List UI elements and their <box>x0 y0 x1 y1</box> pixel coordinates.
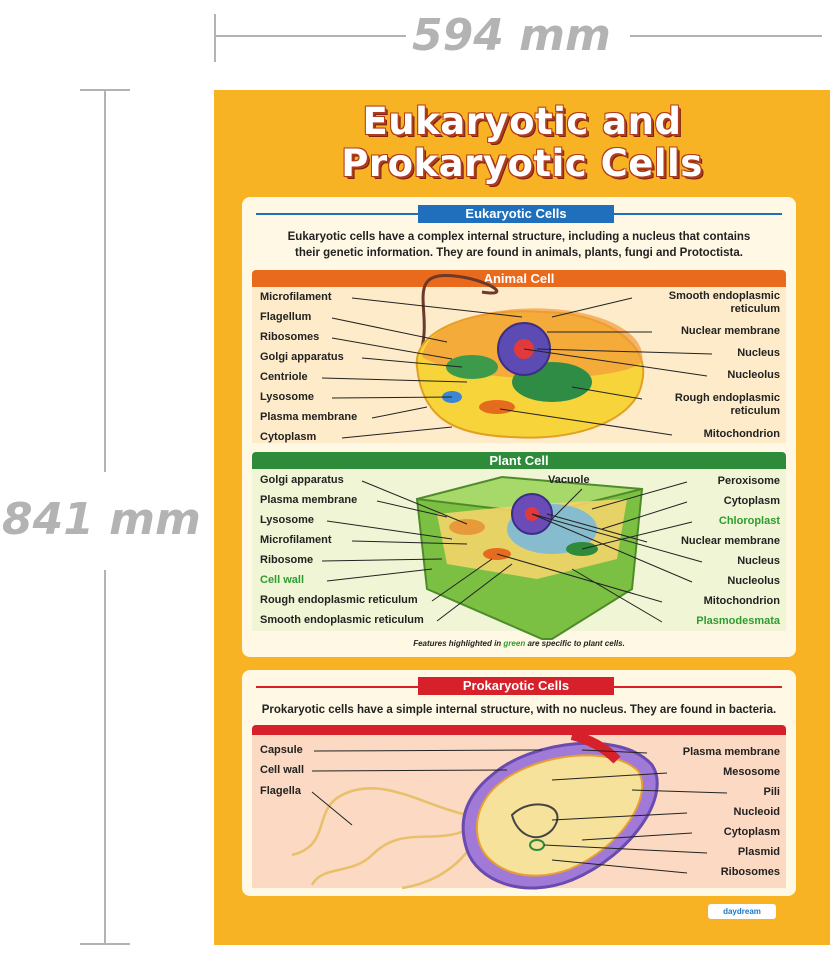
plant-label-cytoplasm: Cytoplasm <box>723 495 780 507</box>
animal-cell-heading: Animal Cell <box>252 270 786 287</box>
plant-label-ribosome: Ribosome <box>260 554 314 566</box>
plant-label-nucleus: Nucleus <box>737 555 780 567</box>
prokaryote-label-mesosome: Mesosome <box>723 766 780 778</box>
eukaryotic-heading: Eukaryotic Cells <box>418 205 614 223</box>
animal-label-mitochondrion: Mitochondrion <box>703 428 780 440</box>
animal-label-rough-er: Rough endoplasmic reticulum <box>674 392 780 417</box>
daydream-logo: daydream <box>708 904 776 919</box>
prokaryotic-description: Prokaryotic cells have a simple internal structure, with no nucleus. They are found in bacteria. <box>261 704 777 716</box>
width-dimension-tick-left <box>214 14 216 62</box>
animal-cell-mitochondrion <box>479 400 515 414</box>
animal-label-cytoplasm: Cytoplasm <box>260 431 317 443</box>
prokaryotic-panel <box>242 670 796 896</box>
animal-label-nucleolus: Nucleolus <box>727 369 780 381</box>
plant-label-nuclear-membrane: Nuclear membrane <box>680 535 780 547</box>
eukaryotic-description-line1: Eukaryotic cells have a complex internal structure, including a nucleus that contains <box>287 231 751 243</box>
prokaryote-label-cell-wall: Cell wall <box>260 764 305 776</box>
plant-label-nucleolus: Nucleolus <box>727 575 780 587</box>
plant-label-smooth-er: Smooth endoplasmic reticulum <box>260 614 424 626</box>
eukaryotic-description-line2: their genetic information. They are found in animals, plants, fungi and Protoctista. <box>295 247 743 259</box>
prokaryotic-cell-area <box>252 735 786 888</box>
plant-label-chloroplast: Chloroplast <box>718 515 780 527</box>
prokaryote-label-plasmid: Plasmid <box>737 846 780 858</box>
animal-label-nucleus: Nucleus <box>737 347 780 359</box>
poster-title-line2: Prokaryotic Cells <box>341 142 703 185</box>
poster-title-line1: Eukaryotic and <box>362 100 682 143</box>
prokaryote-label-capsule: Capsule <box>260 744 303 756</box>
plant-label-plasma-membrane: Plasma membrane <box>260 494 358 506</box>
prokaryotic-band <box>252 725 786 735</box>
animal-cell-golgi <box>446 355 498 379</box>
animal-label-centriole: Centriole <box>260 371 308 383</box>
poster <box>214 90 830 945</box>
animal-label-golgi-apparatus: Golgi apparatus <box>260 351 344 363</box>
animal-label-ribosomes: Ribosomes <box>260 331 320 343</box>
plant-label-mitochondrion: Mitochondrion <box>703 595 780 607</box>
eukaryotic-panel <box>242 197 796 657</box>
plant-label-microfilament: Microfilament <box>260 534 332 546</box>
animal-cell-area <box>252 287 786 443</box>
width-dimension-line-right <box>630 35 822 37</box>
prokaryote-label-cytoplasm: Cytoplasm <box>723 826 780 838</box>
height-dimension-line-top <box>104 90 106 472</box>
height-dimension-tick-bottom <box>80 943 130 945</box>
prokaryote-label-ribosomes: Ribosomes <box>720 866 780 878</box>
width-dimension-label: 594 mm <box>412 10 611 61</box>
plant-cell-heading: Plant Cell <box>252 452 786 469</box>
plant-label-peroxisome: Peroxisome <box>717 475 780 487</box>
plant-label-vacuole: Vacuole <box>548 474 590 486</box>
prokaryotic-heading: Prokaryotic Cells <box>418 677 614 695</box>
plant-specific-note: Features highlighted in green are specific to plant cells. <box>413 639 625 648</box>
height-dimension-line-bottom <box>104 570 106 944</box>
prokaryote-label-plasma-membrane: Plasma membrane <box>682 746 780 758</box>
prokaryote-label-nucleoid: Nucleoid <box>733 806 780 818</box>
animal-label-lysosome: Lysosome <box>260 391 315 403</box>
width-dimension-line-left <box>214 35 406 37</box>
animal-label-flagellum: Flagellum <box>260 311 312 323</box>
animal-label-plasma-membrane: Plasma membrane <box>260 411 358 423</box>
prokaryote-label-pili: Pili <box>763 786 780 798</box>
plant-cell-golgi <box>449 519 485 535</box>
plant-note-green-word: green <box>503 639 526 648</box>
plant-label-rough-er: Rough endoplasmic reticulum <box>260 594 418 606</box>
animal-label-nuclear-membrane: Nuclear membrane <box>680 325 780 337</box>
plant-label-golgi-apparatus: Golgi apparatus <box>260 474 344 486</box>
animal-label-microfilament: Microfilament <box>260 291 332 303</box>
plant-label-plasmodesmata: Plasmodesmata <box>696 615 780 627</box>
bacterium-flagella <box>292 788 472 888</box>
prokaryote-label-flagella: Flagella <box>260 785 301 797</box>
plant-cell-area <box>252 469 786 631</box>
animal-label-smooth-er: Smooth endoplasmic reticulum <box>668 290 780 315</box>
plant-label-cell-wall: Cell wall <box>260 574 305 586</box>
plant-label-lysosome: Lysosome <box>260 514 315 526</box>
height-dimension-label: 841 mm <box>2 494 201 545</box>
